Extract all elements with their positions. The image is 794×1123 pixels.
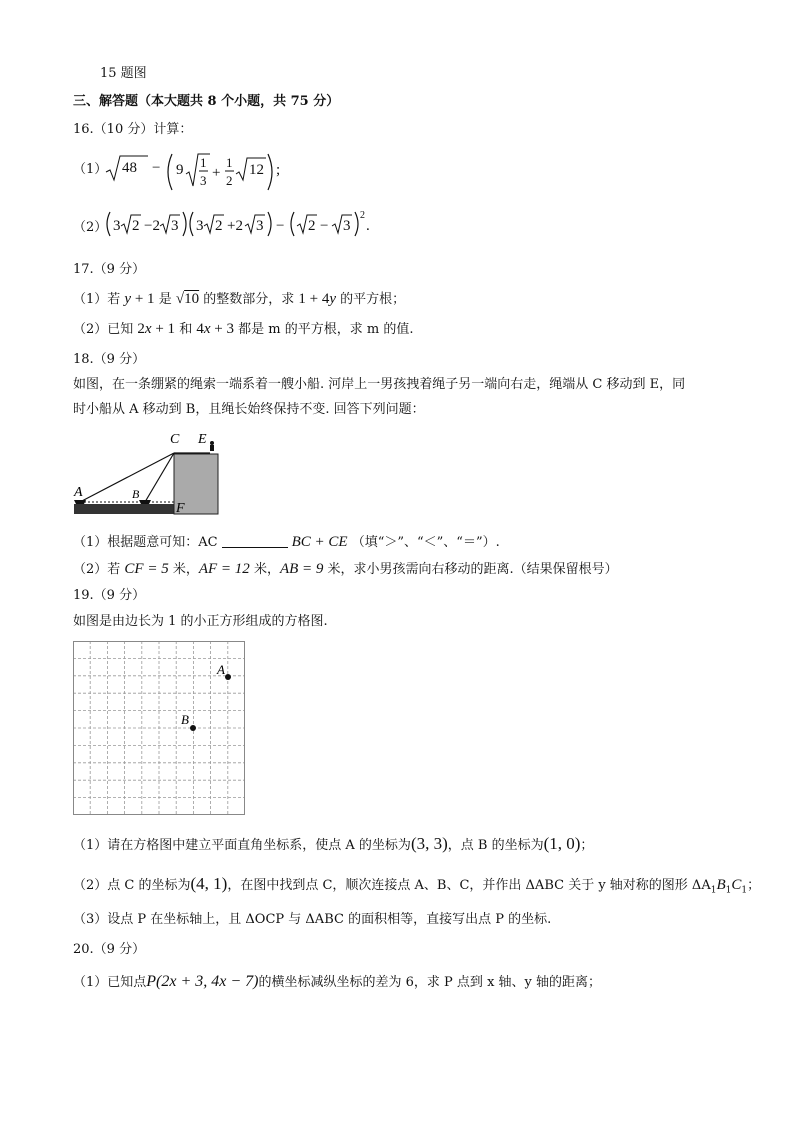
q18-part1-expr: BC + CE bbox=[291, 534, 348, 550]
q18-part1-text-c: （填“＞”、“＜”、“＝”）. bbox=[351, 535, 500, 550]
svg-text:1: 1 bbox=[200, 155, 207, 170]
q16-part1-label: （1） bbox=[73, 162, 108, 177]
q18-ab: AB = 9 bbox=[279, 561, 324, 577]
q18-header: 18.（9 分） bbox=[73, 352, 146, 367]
q19-part1-text-c: ； bbox=[580, 838, 594, 853]
q16-part2-formula bbox=[104, 208, 374, 242]
svg-text:3: 3 bbox=[256, 218, 264, 234]
riverbank-ground bbox=[74, 504, 174, 514]
q18-intro-line1: 如图，在一条绷紧的绳索一端系着一艘小船. 河岸上一男孩拽着绳子另一端向右走，绳端从 C 移动到 E，同 bbox=[73, 377, 686, 392]
q18-part1-text-a: （1）根据题意可知：AC bbox=[73, 535, 218, 550]
q18-cf: CF = 5 bbox=[124, 561, 169, 577]
label-b: B bbox=[132, 487, 140, 501]
svg-text:2: 2 bbox=[215, 218, 223, 234]
q19-coord-b: (1, 0) bbox=[543, 834, 581, 853]
q18-part2-end: 米，求小男孩需向右移动的距离.（结果保留根号） bbox=[323, 562, 618, 577]
boat-a bbox=[74, 500, 86, 504]
q20-point-p: P(2x + 3, 4x − 7) bbox=[146, 973, 259, 990]
q19-part1-text-b: ，点 B 的坐标为 bbox=[447, 838, 544, 853]
label-point-b: B bbox=[181, 712, 189, 727]
section-heading: 三、解答题（本大题共 8 个小题，共 75 分） bbox=[73, 94, 340, 109]
q19-part1 bbox=[73, 834, 593, 856]
q19-part2-text-b: ，在图中找到点 C，顺次连接点 A、B、C，并作出 ΔABC 关于 y 轴对称的图形 ΔA bbox=[227, 878, 711, 893]
q18-unit-2: 米， bbox=[249, 562, 280, 577]
label-e: E bbox=[198, 432, 207, 447]
svg-text:+2: +2 bbox=[227, 218, 243, 234]
q20-part1 bbox=[73, 972, 601, 993]
q17-part2-text-a: （2）已知 bbox=[73, 322, 134, 337]
boy-icon bbox=[210, 441, 214, 451]
svg-text:;: ; bbox=[276, 162, 281, 178]
q19-part1-text-a: （1）请在方格图中建立平面直角坐标系，使点 A 的坐标为 bbox=[73, 838, 411, 853]
q16-part1-formula bbox=[104, 150, 284, 194]
svg-text:−2: −2 bbox=[144, 218, 160, 234]
figure-15-caption: 15 题图 bbox=[100, 66, 147, 81]
svg-text:2: 2 bbox=[360, 210, 365, 221]
q18-part2 bbox=[73, 559, 618, 580]
label-point-a: A bbox=[217, 662, 225, 677]
svg-text:12: 12 bbox=[249, 162, 264, 178]
q19-part2: （2）点 C 的坐标为(4, 1)，在图中找到点 C，顺次连接点 A、B、C，并作出 ΔABC 关于 y 轴对称的图形 $\Delta A_1B_1C_1$； bbox=[73, 874, 761, 896]
boat-b bbox=[139, 500, 151, 504]
q19-intro: 如图是由边长为 1 的小正方形组成的方格图. bbox=[73, 614, 328, 629]
svg-text:48: 48 bbox=[122, 160, 137, 176]
q18-part1 bbox=[73, 532, 500, 553]
svg-text:+: + bbox=[212, 165, 221, 181]
q19-part2-text-c: ； bbox=[747, 878, 761, 893]
svg-text:3: 3 bbox=[113, 218, 121, 234]
q17-part2-text-c: 都是 m 的平方根，求 m 的值. bbox=[238, 322, 414, 337]
q18-boat-figure bbox=[70, 426, 230, 520]
q16-part2 bbox=[73, 218, 107, 238]
q17-part1-text-b: 是 bbox=[158, 292, 172, 307]
svg-text:2: 2 bbox=[132, 218, 140, 234]
q17-part2: （2）已知 2x + 1 和 4x + 3 都是 m 的平方根，求 m 的值. bbox=[73, 321, 414, 337]
q19-coord-c: (4, 1) bbox=[190, 874, 228, 893]
q16-part1 bbox=[73, 160, 107, 180]
q17-header: 17.（9 分） bbox=[73, 262, 146, 277]
q20-part1-text-a: （1）已知点 bbox=[73, 975, 147, 990]
answer-blank[interactable] bbox=[222, 533, 288, 548]
label-c: C bbox=[170, 432, 180, 447]
svg-text:−: − bbox=[320, 218, 329, 234]
point-a bbox=[225, 674, 231, 680]
svg-text:3: 3 bbox=[196, 218, 204, 234]
q20-header: 20.（9 分） bbox=[73, 942, 146, 957]
q19-coord-a: (3, 3) bbox=[410, 834, 448, 853]
q19-part2-text-a: （2）点 C 的坐标为 bbox=[73, 878, 191, 893]
q17-part1-text-c: 的整数部分，求 bbox=[203, 292, 295, 307]
q18-intro-line2: 时小船从 A 移动到 B，且绳长始终保持不变. 回答下列问题： bbox=[73, 402, 425, 417]
q17-part1-text-a: （1）若 bbox=[73, 292, 121, 307]
svg-text:3: 3 bbox=[171, 218, 179, 234]
q16-part2-label: （2） bbox=[73, 220, 108, 235]
svg-text:−: − bbox=[276, 218, 285, 234]
q19-header: 19.（9 分） bbox=[73, 588, 146, 603]
point-b bbox=[190, 725, 196, 731]
q17-part2-text-b: 和 bbox=[179, 322, 193, 337]
q18-af: AF = 12 bbox=[198, 561, 250, 577]
svg-text:3: 3 bbox=[343, 218, 351, 234]
svg-text:1: 1 bbox=[226, 155, 233, 170]
q16-header: 16.（10 分）计算： bbox=[73, 122, 193, 137]
svg-text:2: 2 bbox=[308, 218, 316, 234]
label-f: F bbox=[176, 501, 185, 516]
q17-part1: （1）若 y + 1 是 √10 的整数部分，求 1 + 4y 的平方根； bbox=[73, 291, 406, 307]
svg-text:3: 3 bbox=[200, 173, 207, 188]
q17-part1-text-d: 的平方根； bbox=[340, 292, 406, 307]
svg-text:−: − bbox=[152, 160, 161, 176]
svg-text:9: 9 bbox=[176, 162, 184, 178]
q20-part1-text-b: 的横坐标减纵坐标的差为 6，求 P 点到 x 轴、y 轴的距离； bbox=[258, 975, 602, 990]
svg-text:2: 2 bbox=[226, 173, 233, 188]
q18-part2-text-a: （2）若 bbox=[73, 562, 121, 577]
svg-text:.: . bbox=[366, 218, 370, 234]
q19-part3: （3）设点 P 在坐标轴上，且 ΔOCP 与 ΔABC 的面积相等，直接写出点 P 的坐标. bbox=[73, 912, 552, 927]
q19-grid-figure bbox=[73, 641, 245, 815]
q18-unit-1: 米， bbox=[168, 562, 199, 577]
label-a: A bbox=[74, 485, 83, 500]
